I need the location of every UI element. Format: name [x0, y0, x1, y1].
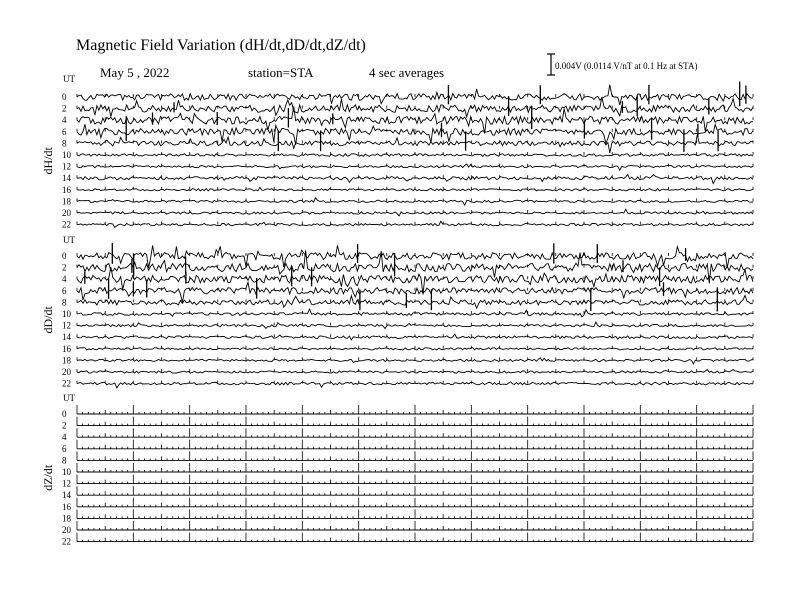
hour-label: 6	[62, 285, 67, 296]
trace-ticks	[77, 486, 753, 495]
hour-label: 2	[62, 103, 67, 114]
trace-ticks	[77, 369, 753, 372]
trace-line	[77, 245, 753, 268]
component-label-dzdt: dZ/dt	[41, 464, 55, 491]
trace-ticks	[77, 428, 753, 437]
hour-label: 10	[62, 309, 71, 319]
component-label-dhdt: dH/dt	[41, 147, 55, 175]
hour-label: 16	[62, 184, 71, 195]
hour-label: 22	[62, 536, 71, 547]
hour-label: 12	[62, 161, 71, 172]
trace-ticks	[77, 509, 753, 518]
ut-axis-label: UT	[63, 393, 75, 403]
hour-label: 4	[62, 274, 67, 285]
hour-label: 20	[62, 367, 71, 377]
trace-ticks	[77, 463, 753, 472]
trace-ticks	[77, 357, 753, 360]
hour-label: 16	[62, 343, 71, 354]
hour-label: 20	[62, 525, 71, 535]
hour-label: 0	[62, 92, 67, 102]
trace-ticks	[77, 140, 753, 143]
hour-label: 14	[62, 490, 71, 501]
scale-bar-label: 0.004V (0.0114 V/nT at 0.1 Hz at STA)	[555, 61, 698, 71]
hour-label: 10	[62, 467, 71, 477]
hour-label: 4	[62, 432, 67, 443]
ut-axis-label: UT	[63, 235, 75, 245]
hour-label: 18	[62, 513, 71, 524]
hour-label: 16	[62, 501, 71, 512]
hour-label: 4	[62, 115, 67, 126]
trace-ticks	[77, 521, 753, 530]
hour-label: 18	[62, 196, 71, 207]
trace-ticks	[77, 498, 753, 507]
hour-label: 6	[62, 443, 67, 454]
hour-label: 2	[62, 262, 67, 273]
trace-ticks	[77, 440, 753, 449]
trace-ticks	[77, 346, 753, 349]
hour-label: 10	[62, 150, 71, 160]
averaging-label: 4 sec averages	[369, 65, 445, 80]
trace-line	[77, 282, 753, 302]
hour-label: 22	[62, 219, 71, 230]
trace-ticks	[77, 253, 753, 256]
trace-ticks	[77, 405, 753, 414]
hour-label: 20	[62, 208, 71, 218]
hour-label: 8	[62, 138, 67, 149]
hour-label: 8	[62, 455, 67, 466]
station-label: station=STA	[248, 65, 314, 80]
trace-ticks	[77, 451, 753, 460]
ut-axis-label: UT	[63, 74, 75, 84]
trace-ticks	[77, 106, 753, 109]
hour-label: 8	[62, 297, 67, 308]
hour-label: 2	[62, 420, 67, 431]
hour-label: 18	[62, 355, 71, 366]
hour-label: 14	[62, 173, 71, 184]
trace-ticks	[77, 475, 753, 484]
trace-ticks	[77, 417, 753, 426]
hour-label: 12	[62, 320, 71, 331]
chart-title: Magnetic Field Variation (dH/dt,dD/dt,dZ/dt)	[76, 37, 366, 54]
hour-label: 14	[62, 332, 71, 343]
date-label: May 5 , 2022	[100, 65, 170, 80]
hour-label: 22	[62, 378, 71, 389]
hour-label: 12	[62, 478, 71, 489]
trace-ticks	[77, 533, 753, 542]
hour-label: 0	[62, 409, 67, 419]
component-label-dddt: dD/dt	[41, 306, 55, 334]
hour-label: 0	[62, 251, 67, 261]
hour-label: 6	[62, 126, 67, 137]
